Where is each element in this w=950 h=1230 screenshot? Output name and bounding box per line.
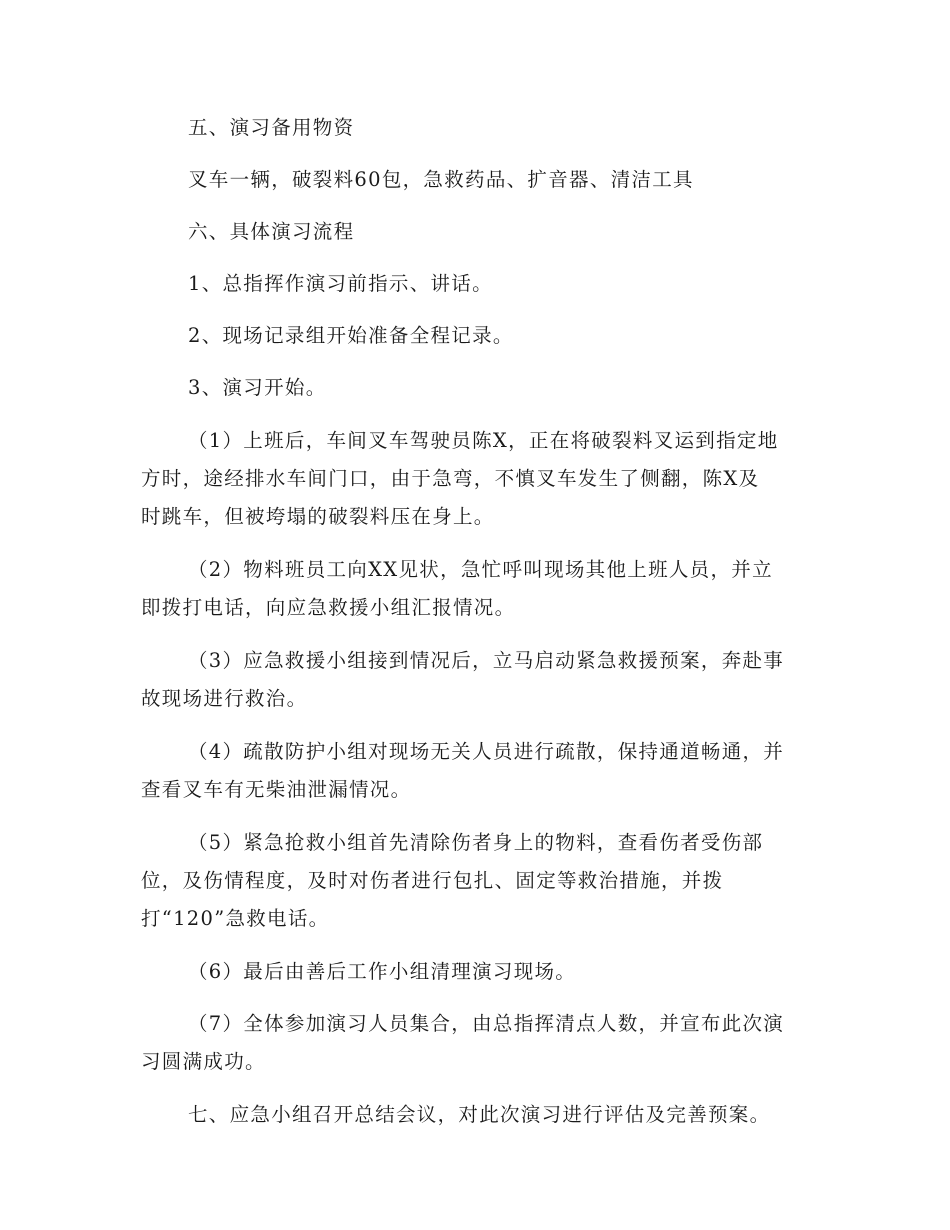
step-2: 2、现场记录组开始准备全程记录。 bbox=[188, 324, 514, 347]
item-2-line-2: 即拨打电话，向应急救援小组汇报情况。 bbox=[141, 596, 516, 619]
item-2-line-1: （2）物料班员工向XX见状，急忙呼叫现场其他上班人员，并立 bbox=[188, 558, 773, 581]
step-1: 1、总指挥作演习前指示、讲话。 bbox=[188, 272, 493, 295]
item-4-line-2: 查看叉车有无柴油泄漏情况。 bbox=[141, 778, 412, 801]
item-7-line-1: （7）全体参加演习人员集合，由总指挥清点人数，并宣布此次演 bbox=[188, 1012, 785, 1035]
item-7-line-2: 习圆满成功。 bbox=[141, 1050, 266, 1073]
item-3-line-2: 故现场进行救治。 bbox=[141, 687, 308, 710]
item-5-line-3: 打“120”急救电话。 bbox=[141, 907, 330, 930]
item-1-line-1: （1）上班后，车间叉车驾驶员陈X，正在将破裂料叉运到指定地 bbox=[188, 429, 779, 452]
item-1-line-3: 时跳车，但被垮塌的破裂料压在身上。 bbox=[141, 505, 495, 528]
section-5-body: 叉车一辆，破裂料60包，急救药品、扩音器、清洁工具 bbox=[188, 168, 694, 191]
item-5-line-2: 位，及伤情程度，及时对伤者进行包扎、固定等救治措施，并拨 bbox=[141, 869, 724, 892]
item-3-line-1: （3）应急救援小组接到情况后，立马启动紧急救援预案，奔赴事 bbox=[188, 649, 785, 672]
item-6-line-1: （6）最后由善后工作小组清理演习现场。 bbox=[188, 960, 577, 983]
item-4-line-1: （4）疏散防护小组对现场无关人员进行疏散，保持通道畅通，并 bbox=[188, 740, 785, 763]
section-5-heading: 五、演习备用物资 bbox=[188, 116, 355, 139]
step-3: 3、演习开始。 bbox=[188, 376, 327, 399]
section-7-heading: 七、应急小组召开总结会议，对此次演习进行评估及完善预案。 bbox=[188, 1103, 771, 1126]
item-5-line-1: （5）紧急抢救小组首先清除伤者身上的物料，查看伤者受伤部 bbox=[188, 831, 764, 854]
section-6-heading: 六、具体演习流程 bbox=[188, 220, 355, 243]
item-1-line-2: 方时，途经排水车间门口，由于急弯，不慎叉车发生了侧翻，陈X及 bbox=[141, 467, 760, 490]
